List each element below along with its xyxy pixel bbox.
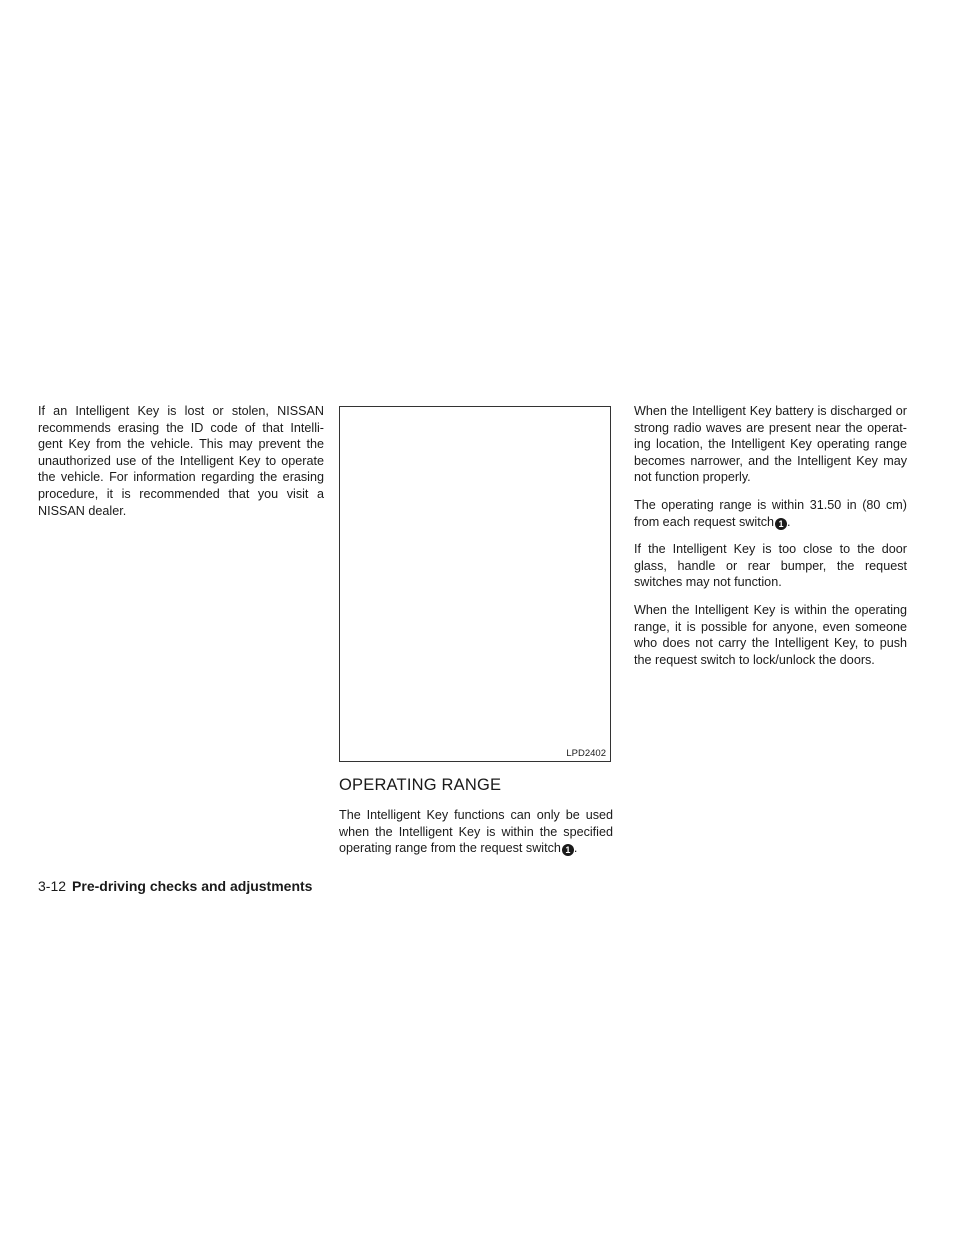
page-number: 3-12 xyxy=(38,878,67,894)
page-footer xyxy=(38,877,312,895)
figure-illustration xyxy=(339,406,611,762)
range-distance-text: The operating range is within 31.50 in (80 cm) from each request switch xyxy=(634,497,907,529)
battery-paragraph: When the Intelligent Key battery is discharged or strong radio waves are present near the operat- ing location, the Intelligent Key operating range becomes narrower, and the Intelligent Key may not function properly. xyxy=(634,404,907,485)
anyone-push-paragraph: When the Intelligent Key is within the operating range, it is possible for anyone, even someone who does not carry the Intelligent Key, to push the request switch to lock/unlock the doors. xyxy=(634,602,907,667)
middle-column xyxy=(339,406,613,868)
section-heading: OPERATING RANGE xyxy=(339,776,502,794)
left-column xyxy=(38,403,324,530)
operating-range-end: . xyxy=(573,841,578,856)
callout-number-icon: 1 xyxy=(562,844,574,856)
operating-range-paragraph xyxy=(339,807,613,857)
range-distance-paragraph xyxy=(634,497,907,530)
lost-key-paragraph: If an Intelligent Key is lost or stolen, NISSAN recommends erasing the ID code of that Intelli- gent Key from the vehicle. This may prevent the unauthorized use of the Intelligent Key to operate the vehicle. For information regarding the erasing procedure, it is recommended that you visit a NISSAN dealer. xyxy=(38,404,324,518)
callout-number-icon: 1 xyxy=(775,518,787,530)
door-glass-paragraph: If the Intelligent Key is too close to the door glass, handle or rear bumper, the request switches may not function. xyxy=(634,542,907,590)
operating-range-text: The Intelligent Key functions can only be used when the Intelligent Key is within the specified operating range from the request switch xyxy=(339,808,613,856)
figure-code: LPD2402 xyxy=(566,748,606,759)
range-distance-end: . xyxy=(787,514,791,529)
right-column xyxy=(634,403,907,679)
chapter-title: Pre-driving checks and adjustments xyxy=(72,878,313,894)
